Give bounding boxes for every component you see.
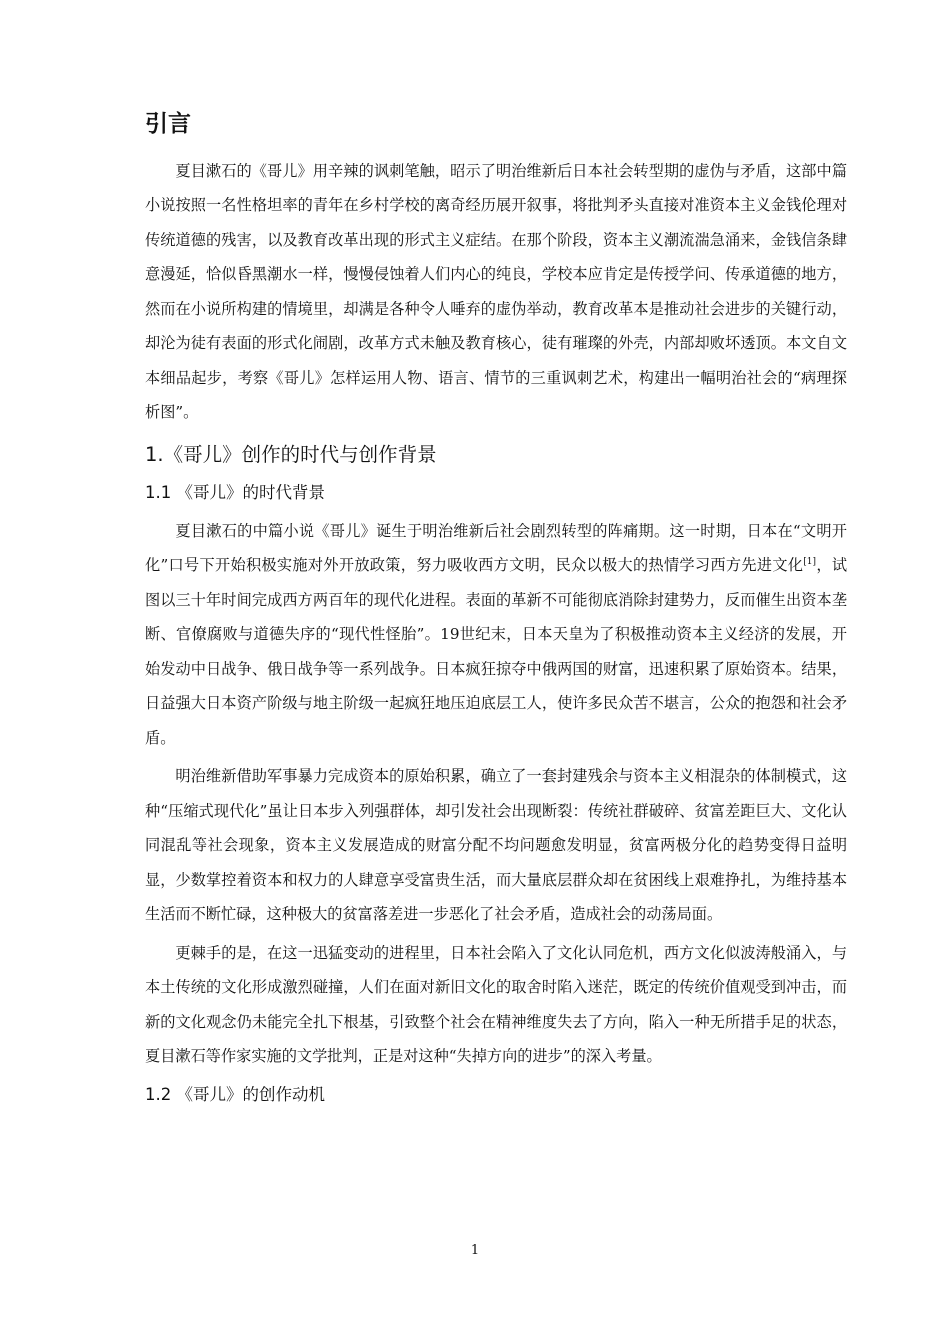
paragraph-1 — [145, 514, 847, 756]
paragraph-1-text-b: ，试图以三十年时间完成西方两百年的现代化进程。表面的革新不可能彻底消除封建势力，反而催生出资本垄断、官僚腐败与道德失序的“现代性怪胎”。19世纪末，日本天皇为了积极推动资本主义经济的发展，开始发动中日战争、俄日战争等一系列战争。日本疯狂掠夺中俄两国的财富，迅速积累了原始资本。结果，日益强大日本资产阶级与地主阶级一起疯狂地压迫底层工人，使许多民众苦不堪言，公众的抱怨和社会矛盾。 — [145, 556, 848, 747]
page-number: 1 — [470, 1243, 480, 1258]
paragraph-3: 更棘手的是，在这一迅猛变动的进程里，日本社会陷入了文化认同危机，西方文化似波涛般涌入，与本土传统的文化形成激烈碰撞，人们在面对新旧文化的取舍时陷入迷茫，既定的传统价值观受到冲击，而新的文化观念仍未能完全扎下根基，引致整个社会在精神维度失去了方向，陷入一种无所措手足的状态，夏目漱石等作家实施的文学批判，正是对这种“失掉方向的进步”的深入考量。 — [145, 943, 847, 1066]
intro-paragraph: 夏目漱石的《哥儿》用辛辣的讽刺笔触，昭示了明治维新后日本社会转型期的虚伪与矛盾，这部中篇小说按照一名性格坦率的青年在乡村学校的离奇经历展开叙事，将批判矛头直接对准资本主义金钱伦理对传统道德的残害，以及教育改革出现的形式主义症结。在那个阶段，资本主义潮流湍急涌来，金钱信条肆意漫延，恰似昏黑潮水一样，慢慢侵蚀着人们内心的纯良，学校本应肯定是传授学问、传承道德的地方，然而在小说所构建的情境里，却满是各种令人唾弃的虚伪举动，教育改革本是推动社会进步的关键行动，却沦为徒有表面的形式化闹剧，改革方式未触及教育核心，徒有璀璨的外壳，内部却败坏透顶。本文自文本细品起步，考察《哥儿》怎样运用人物、语言、情节的三重讽刺艺术，构建出一幅明治社会的“病理探析图”。 — [145, 161, 847, 422]
section-1-heading: 1.《哥儿》创作的时代与创作背景 — [145, 442, 437, 466]
paragraph-1-text-a: 夏目漱石的中篇小说《哥儿》诞生于明治维新后社会剧烈转型的阵痛期。这一时期，日本在“文明开化”口号下开始积极实施对外开放政策，努力吸收西方文明，民众以极大的热情学习西方先进文化 — [145, 521, 847, 575]
section-1-2-heading: 1.2 《哥儿》的创作动机 — [145, 1084, 325, 1104]
section-1-1-heading: 1.1 《哥儿》的时代背景 — [145, 482, 325, 502]
page-content — [145, 110, 847, 1116]
citation-ref-1[interactable]: [1] — [803, 557, 817, 568]
intro-heading: 引言 — [145, 111, 191, 137]
paragraph-2: 明治维新借助军事暴力完成资本的原始积累，确立了一套封建残余与资本主义相混杂的体制模式，这种“压缩式现代化”虽让日本步入列强群体，却引发社会出现断裂：传统社群破碎、贫富差距巨大、文化认同混乱等社会现象，资本主义发展造成的财富分配不均问题愈发明显，贫富两极分化的趋势变得日益明显，少数掌控着资本和权力的人肆意享受富贵生活，而大量底层群众却在贫困线上艰难挣扎，为维持基本生活而不断忙碌，这种极大的贫富落差进一步恶化了社会矛盾，造成社会的动荡局面。 — [145, 767, 847, 924]
